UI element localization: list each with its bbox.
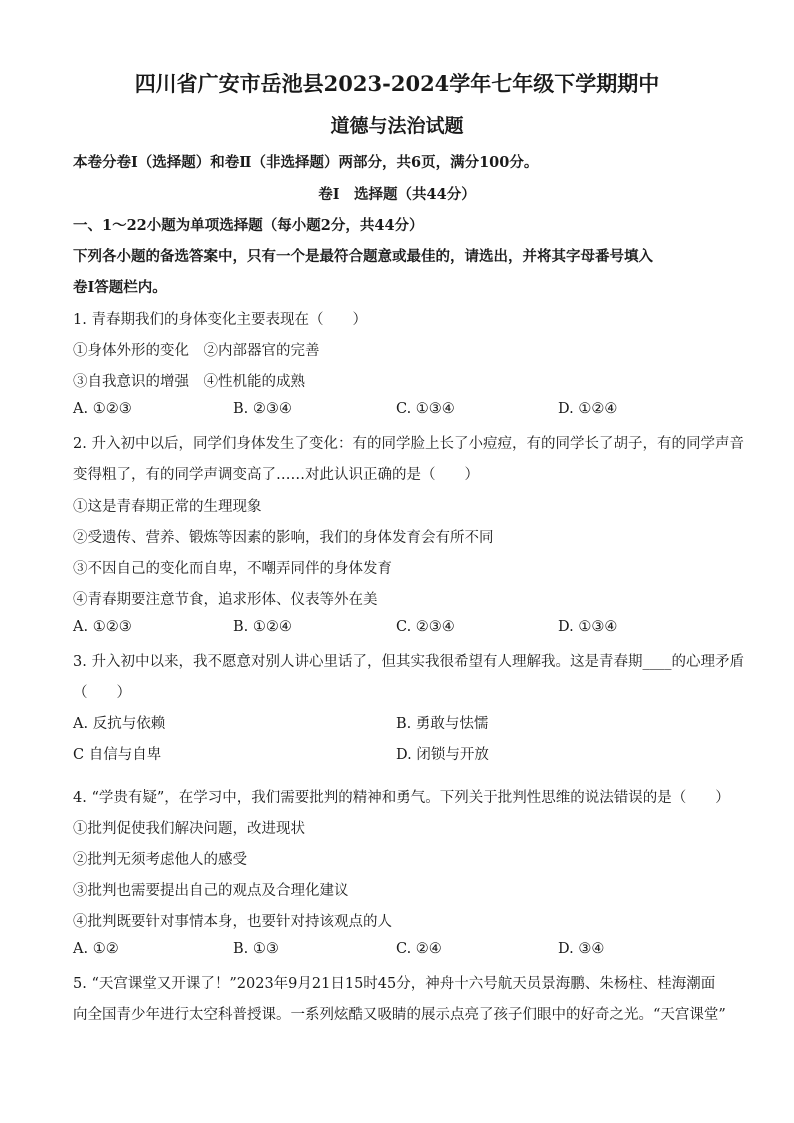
answer-option: D. ③④ <box>558 941 605 957</box>
question-statement: ④青春期要注意节食，追求形体、仪表等外在美 <box>73 592 378 608</box>
instruction-line: 下列各小题的备选答案中，只有一个是最符合题意或最佳的，请选出，并将其字母番号填入 <box>73 248 653 265</box>
question-stem: 4. “学贵有疑”，在学习中，我们需要批判的精神和勇气。下列关于批判性思维的说法错误的是（ ） <box>73 790 730 806</box>
question-statement: ①身体外形的变化 ②内部器官的完善 <box>73 343 320 359</box>
answer-option: A. 反抗与依赖 <box>73 716 166 732</box>
answer-option: C 自信与自卑 <box>73 747 162 763</box>
part-title: 卷Ⅰ 选择题（共44分） <box>318 186 476 203</box>
question-statement: ①批判促使我们解决问题，改进现状 <box>73 821 305 837</box>
question-stem: 向全国青少年进行太空科普授课。一系列炫酷又吸睛的展示点亮了孩子们眼中的好奇之光。“天宫课堂” <box>73 1007 726 1023</box>
question-statement: ③自我意识的增强 ④性机能的成熟 <box>73 374 305 390</box>
answer-option: C. ①③④ <box>396 401 455 417</box>
question-statement: ③不因自己的变化而自卑，不嘲弄同伴的身体发育 <box>73 561 392 577</box>
question-statement: ①这是青春期正常的生理现象 <box>73 499 262 515</box>
answer-option: C. ②③④ <box>396 619 455 635</box>
answer-option: B. ①③ <box>233 941 279 957</box>
section-heading: 一、1～22小题为单项选择题（每小题2分，共44分） <box>73 217 424 234</box>
question-stem: 1. 青春期我们的身体变化主要表现在（ ） <box>73 312 367 328</box>
exam-title: 四川省广安市岳池县2023-2024学年七年级下学期期中 <box>134 71 660 96</box>
question-statement: ③批判也需要提出自己的观点及合理化建议 <box>73 883 349 899</box>
question-stem: 5. “天宫课堂又开课了！”2023年9月21日15时45分，神舟十六号航天员景海鹏、朱杨柱、桂海潮面 <box>73 976 716 992</box>
answer-option: A. ①②③ <box>73 619 132 635</box>
exam-note: 本卷分卷Ⅰ（选择题）和卷Ⅱ（非选择题）两部分，共6页，满分100分。 <box>73 154 539 171</box>
answer-option: D. ①③④ <box>558 619 618 635</box>
question-stem: 3. 升入初中以来，我不愿意对别人讲心里话了，但其实我很希望有人理解我。这是青春期____的心理矛盾 <box>73 654 744 670</box>
question-stem: 变得粗了，有的同学声调变高了……对此认识正确的是（ ） <box>73 467 479 483</box>
question-statement: ②批判无须考虑他人的感受 <box>73 852 247 868</box>
exam-subtitle: 道德与法治试题 <box>330 115 464 137</box>
instruction-line: 卷Ⅰ答题栏内。 <box>73 279 167 296</box>
question-statement: ②受遗传、营养、锻炼等因素的影响，我们的身体发育会有所不同 <box>73 530 494 546</box>
answer-option: D. 闭锁与开放 <box>396 747 489 763</box>
answer-option: B. ①②④ <box>233 619 292 635</box>
question-stem: 2. 升入初中以后，同学们身体发生了变化：有的同学脸上长了小痘痘，有的同学长了胡子，有的同学声音 <box>73 436 744 452</box>
question-statement: ④批判既要针对事情本身，也要针对持该观点的人 <box>73 914 392 930</box>
question-stem: （ ） <box>73 685 131 701</box>
answer-option: C. ②④ <box>396 941 442 957</box>
answer-option: A. ①②③ <box>73 401 132 417</box>
answer-option: A. ①② <box>73 941 119 957</box>
answer-option: B. ②③④ <box>233 401 292 417</box>
answer-option: D. ①②④ <box>558 401 618 417</box>
answer-option: B. 勇敢与怯懦 <box>396 716 489 732</box>
